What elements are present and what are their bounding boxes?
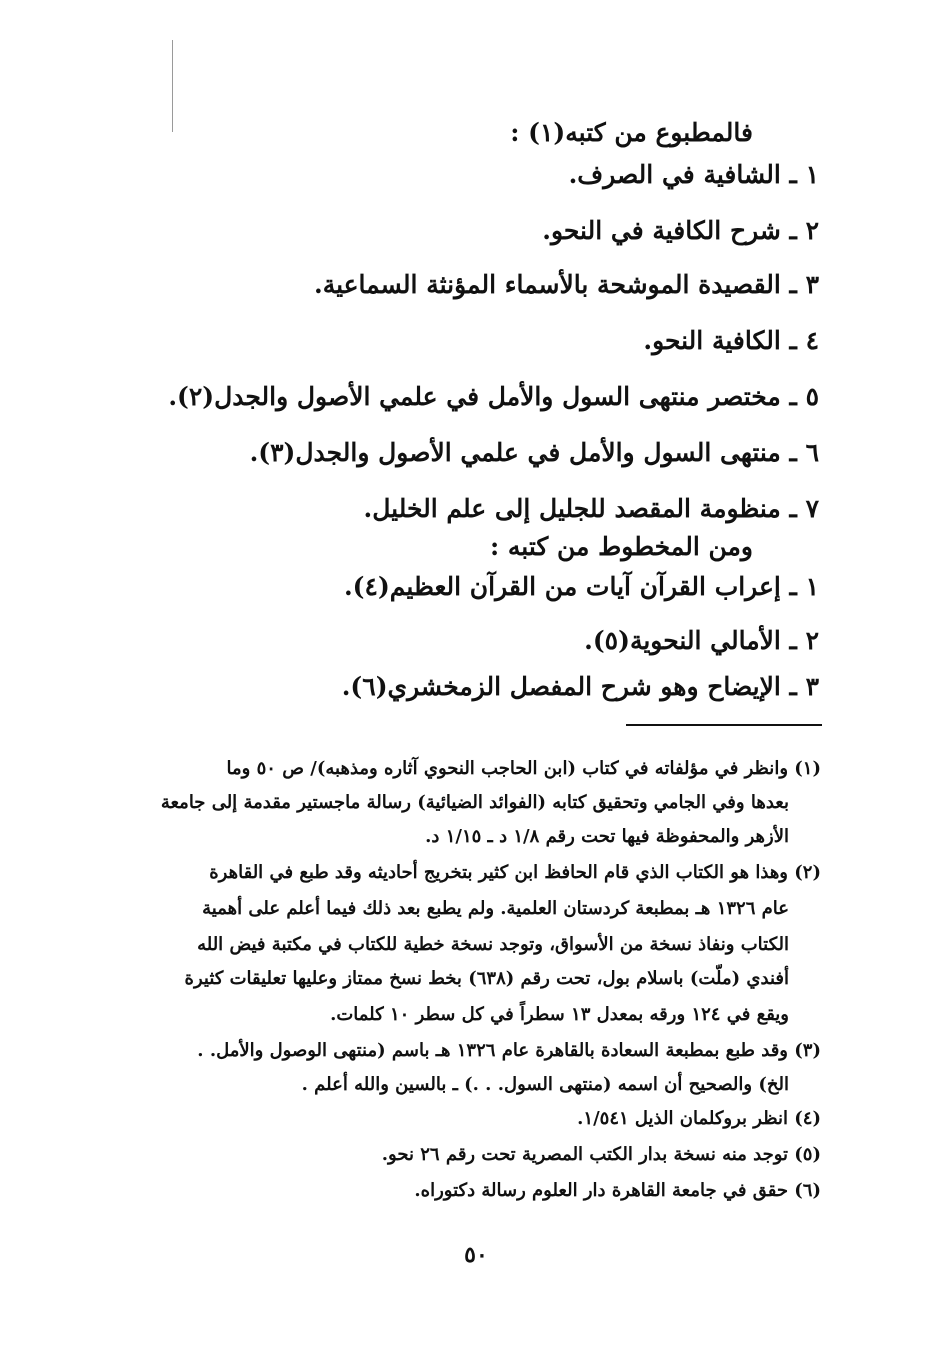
printed-item-7: ٧ ـ منظومة المقصد للجليل إلى علم الخليل.: [363, 494, 819, 523]
printed-item-3: ٣ ـ القصيدة الموشحة بالأسماء المؤنثة السماعية.: [313, 270, 819, 299]
printed-item-2: ٢ ـ شرح الكافية في النحو.: [542, 216, 819, 245]
page-number: ٥٠: [464, 1242, 488, 1268]
footnote-2-line-2: عام ١٣٢٦ هـ بمطبعة كردستان العلمية. ولم يطبع بعد ذلك فيما أعلم على أهمية: [202, 898, 789, 919]
printed-item-1: ١ ـ الشافية في الصرف.: [568, 160, 819, 189]
footnote-1-line-2: بعدها وفي الجامي وتحقيق كتابه (الفوائد الضيائية) رسالة ماجستير مقدمة إلى جامعة: [160, 792, 789, 813]
footnote-6: (٦) حقق في جامعة القاهرة دار العلوم رسالة دكتوراه.: [414, 1180, 821, 1201]
footnote-3-line-2: الخ) والصحيح أن اسمه (منتهى السول. . .) ـ بالسين والله أعلم .: [301, 1074, 789, 1095]
footnote-2-line-5: ويقع في ١٢٤ ورقه بمعدل ١٣ سطراً في كل سطر ١٠ كلمات.: [330, 1004, 789, 1025]
manuscript-item-3: ٣ ـ الإيضاح وهو شرح المفصل الزمخشري(٦).: [341, 672, 819, 701]
printed-item-4: ٤ ـ الكافية النحو.: [643, 326, 819, 355]
printed-item-5: ٥ ـ مختصر منتهى السول والأمل في علمي الأصول والجدل(٢).: [168, 382, 819, 411]
manuscript-item-1: ١ ـ إعراب القرآن آيات من القرآن العظيم(٤).: [343, 572, 819, 601]
footnote-1-line-3: الأزهر والمحفوظة فيها تحت رقم ١/٨ د ـ ١/١٥ د.: [425, 826, 789, 847]
manuscript-books-intro: ومن المخطوط من كتبه :: [489, 532, 753, 561]
printed-books-intro: فالمطبوع من كتبه(١) :: [510, 118, 753, 147]
manuscript-item-2: ٢ ـ الأمالي النحوية(٥).: [584, 626, 819, 655]
footnote-3-line-1: (٣) وقد طبع بمطبعة السعادة بالقاهرة عام ١٣٢٦ هـ باسم (منتهى الوصول والأمل. .: [197, 1040, 821, 1061]
footnote-2-line-3: الكتاب ونفاذ نسخة من الأسواق، وتوجد نسخة خطية للكتاب في مكتبة فيض الله: [197, 934, 789, 955]
footnote-2-line-4: أفندي (ملّت) باسلام بول، تحت رقم (٦٣٨) بخط نسخ ممتاز وعليها تعليقات كثيرة: [184, 968, 789, 989]
footnote-1-line-1: (١) وانظر في مؤلفاته في كتاب (ابن الحاجب النحوي آثاره ومذهبه)/ ص ٥٠ وما: [226, 758, 821, 779]
footnote-2-line-1: (٢) وهذا هو الكتاب الذي قام الحافظ ابن كثير بتخريج أحاديثه وقد طبع في القاهرة: [209, 862, 821, 883]
footnote-5: (٥) توجد منه نسخة بدار الكتب المصرية تحت رقم ٢٦ نحو.: [381, 1144, 821, 1165]
footnote-separator: [626, 724, 822, 726]
footnote-4: (٤) انظر بروكلمان الذيل ١/٥٤١.: [577, 1108, 821, 1129]
printed-item-6: ٦ ـ منتهى السول والأمل في علمي الأصول والجدل(٣).: [249, 438, 819, 467]
scan-edge-mark: [172, 40, 173, 132]
